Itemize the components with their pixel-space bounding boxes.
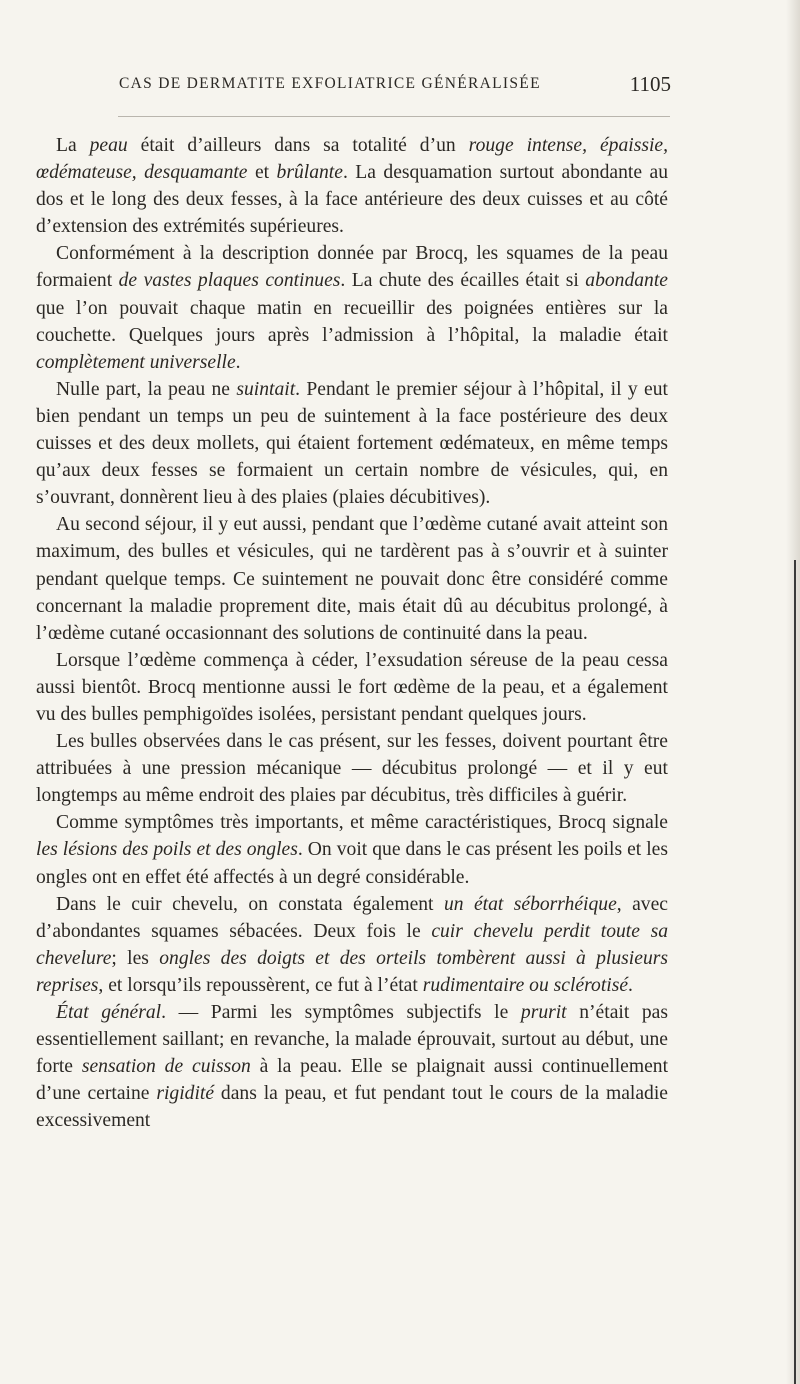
text-run: Lorsque l’œdème commença à céder, l’exsudation séreuse de la peau cessa aussi bientôt. Brocq mentionne aussi le fort œdème de la peau, et a également vu des bulles pemphigoïdes isolées, persistant pendant quelques jours. [36, 649, 668, 725]
text-run: était d’ailleurs dans sa totalité d’un [127, 135, 469, 156]
text-run: que l’on pouvait chaque matin en recueillir des poignées entières sur la couchette. Quelques jours après l’admission à l’hôpital, la maladie était [36, 297, 668, 346]
paragraph [36, 809, 668, 890]
text-run: Les bulles observées dans le cas présent, sur les fesses, doivent pourtant être attribuées à une pression mécanique — décubitus prolongé — et il y eut longtemps au même endroit des plaies par décubitus, très difficiles à guérir. [36, 731, 668, 807]
text-run: Au second séjour, il y eut aussi, pendant que l’œdème cutané avait atteint son maximum, des bulles et vésicules, qui ne tardèrent pas à s’ouvrir et à suinter pendant quelque temps. Ce suintement ne pouvait donc être considéré comme concernant la maladie proprement dite, mais était dû au décubitus prolongé, à l’œdème cutané occasionnant des solutions de continuité dans la peau. [36, 514, 668, 644]
paragraph [36, 132, 668, 240]
italic-run: de vastes plaques continues [118, 270, 341, 292]
body-text [36, 132, 668, 1134]
text-run: et [247, 162, 277, 184]
italic-run: cuir chevelu perdit toute sa chevelure [36, 920, 669, 969]
text-run: , avec d’abondantes squames sébacées. Deux fois le [36, 893, 669, 942]
paragraph [36, 999, 668, 1134]
italic-run: État général [56, 1002, 162, 1023]
text-run: Conformément à la description donnée par Brocq, les squames de la peau formaient [36, 243, 668, 292]
running-head: CAS DE DERMATITE EXFOLIATRICE GÉNÉRALISÉE [119, 75, 541, 92]
page-edge-shadow [786, 0, 800, 1384]
italic-run: abondante [585, 270, 668, 292]
text-run: Comme symptômes très importants, et même caractéristiques, Brocq signale [56, 812, 668, 834]
italic-run: sensation de cuisson [81, 1056, 251, 1078]
text-run: . [235, 351, 241, 373]
text-run: , et lorsqu’ils repoussèrent, ce fut à l’état [98, 974, 423, 996]
paragraph [36, 891, 668, 999]
italic-run: les lésions des poils et des ongles [36, 839, 298, 861]
italic-run: brûlante [276, 162, 343, 184]
italic-run: rouge intense, épaissie, œdémateuse, desquamante [36, 135, 668, 184]
italic-run: rigidité [156, 1083, 215, 1105]
page-header [111, 72, 671, 101]
italic-run: un état séborrhéique [443, 893, 617, 915]
paragraph [36, 647, 668, 728]
italic-run: peau [89, 135, 128, 156]
italic-run: ongles des doigts et des orteils tombèrent aussi à plusieurs reprises [36, 947, 668, 996]
text-run: dans la peau, et fut pendant tout le cours de la maladie excessivement [36, 1083, 668, 1132]
text-run: ; les [111, 947, 160, 969]
text-run: . On voit que dans le cas présent les poils et les ongles ont en effet été affectés à un degré considérable. [36, 839, 668, 888]
text-run: Nulle part, la peau ne [56, 378, 237, 400]
italic-run: rudimentaire ou sclérotisé [422, 974, 629, 996]
paragraph [36, 728, 668, 809]
text-run: à la peau. Elle se plaignait aussi continuellement d’une certaine [36, 1056, 669, 1105]
paragraph [36, 376, 668, 511]
paragraph [36, 240, 668, 375]
text-run: . [628, 974, 633, 996]
paragraph [36, 511, 668, 646]
page-edge-line [794, 560, 796, 1384]
text-run: . — Parmi les symptômes subjectifs le [161, 1002, 521, 1023]
italic-run: complètement universelle [36, 351, 236, 373]
text-run: . La desquamation surtout abondante au dos et le long des deux fesses, à la face antérieure des deux cuisses et au côté d’extension des extrémités supérieures. [36, 162, 669, 238]
text-run: . La chute des écailles était si [340, 270, 586, 292]
text-run: Dans le cuir chevelu, on constata également [56, 893, 444, 915]
text-run: . Pendant le premier séjour à l’hôpital, il y eut bien pendant un temps un peu de suintement à la face postérieure des deux cuisses et des deux mollets, qui étaient fortement œdémateux, en même temps qu’aux deux fesses se formaient un certain nombre de vésicules, qui, en s’ouvrant, donnèrent lieu à des plaies (plaies décubitives). [36, 378, 668, 509]
text-run: La [56, 135, 90, 156]
header-rule [118, 116, 670, 117]
italic-run: prurit [520, 1002, 567, 1023]
text-run: n’était pas essentiellement saillant; en revanche, la malade éprouvait, surtout au début, une forte [36, 1002, 668, 1078]
page-number: 1105 [629, 72, 671, 96]
italic-run: suintait [236, 378, 296, 400]
